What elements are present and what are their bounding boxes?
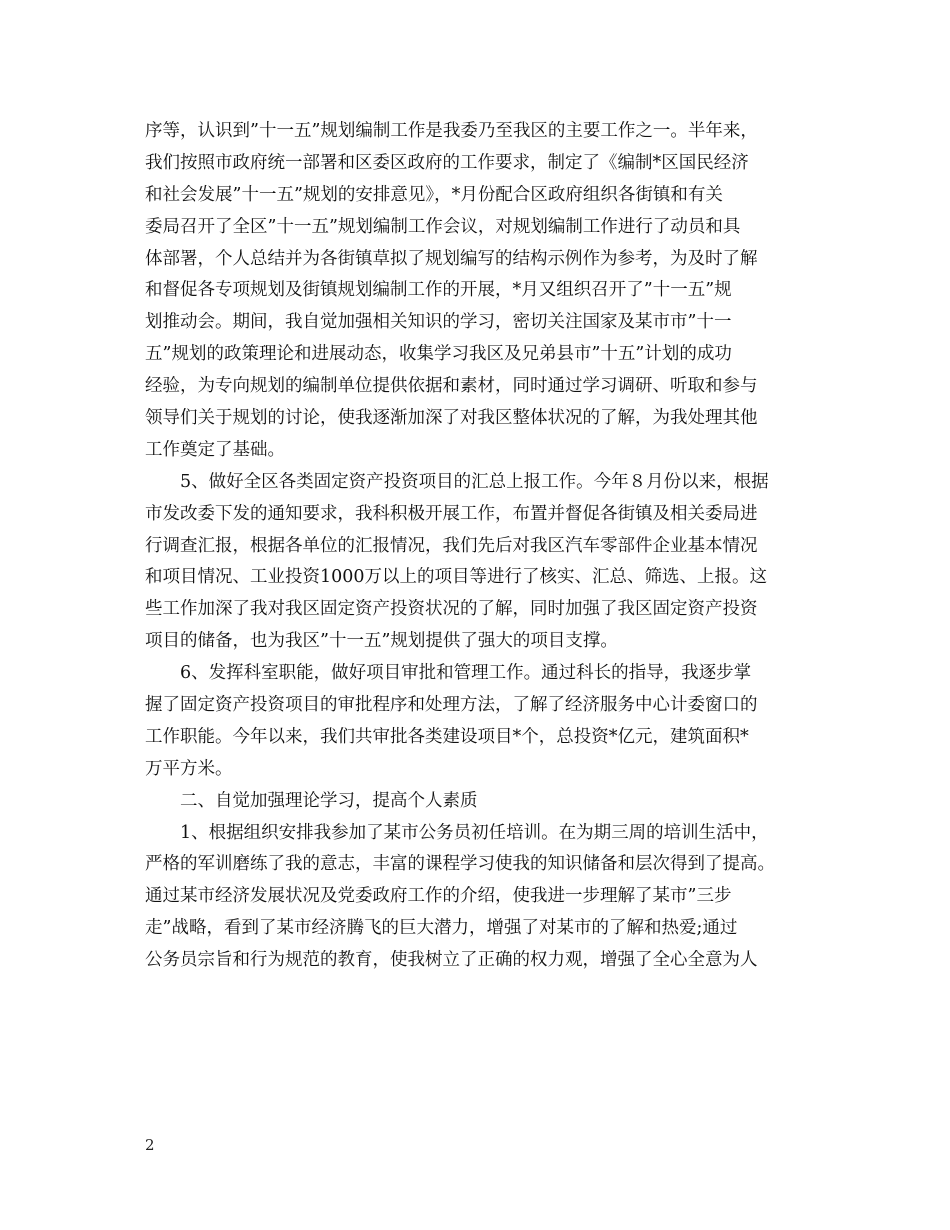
text-line: 和社会发展”十一五”规划的安排意见》，*月份配合区政府组织各街镇和有关 — [145, 184, 723, 205]
text-line: 我们按照市政府统一部署和区委区政府的工作要求，制定了《编制*区国民经济 — [145, 152, 749, 173]
page-number: 2 — [145, 1136, 155, 1154]
text-line: 序等，认识到”十一五”规划编制工作是我委乃至我区的主要工作之一。半年来， — [145, 121, 758, 141]
text-line: 行调查汇报，根据各单位的汇报情况，我们先后对我区汽车零部件企业基本情况 — [145, 535, 758, 556]
text-line: 五”规划的政策理论和进展动态，收集学习我区及兄弟县市”十五”计划的成功 — [145, 344, 732, 365]
text-line: 走”战略，看到了某市经济腾飞的巨大潜力，增强了对某市的了解和热爱;通过 — [145, 918, 738, 939]
text-line: 二、自觉加强理论学习，提高个人素质 — [180, 790, 478, 811]
text-line: 些工作加深了我对我区固定资产投资状况的了解，同时加强了我区固定资产投资 — [145, 599, 758, 620]
text-line: 和项目情况、工业投资1000万以上的项目等进行了核实、汇总、筛选、上报。这 — [145, 567, 768, 588]
body-text — [145, 116, 810, 977]
text-line: 和督促各专项规划及街镇规划编制工作的开展，*月又组织召开了”十一五”规 — [145, 280, 732, 301]
text-line: 1、根据组织安排我参加了某市公务员初任培训。在为期三周的培训生活中， — [180, 822, 769, 843]
text-line: 划推动会。期间，我自觉加强相关知识的学习，密切关注国家及某市市”十一 — [145, 312, 732, 333]
text-line: 领导们关于规划的讨论，使我逐渐加深了对我区整体状况的了解，为我处理其他 — [145, 408, 758, 429]
text-line: 6、发挥科室职能，做好项目审批和管理工作。通过科长的指导，我逐步掌 — [180, 663, 752, 684]
text-line: 工作奠定了基础。 — [145, 439, 285, 460]
text-line: 通过某市经济发展状况及党委政府工作的介绍，使我进一步理解了某市”三步 — [145, 886, 732, 907]
text-line: 5、做好全区各类固定资产投资项目的汇总上报工作。今年８月份以来，根据 — [180, 471, 769, 492]
text-line: 市发改委下发的通知要求，我科积极开展工作，布置并督促各街镇及相关委局进 — [145, 503, 758, 524]
text-line: 工作职能。今年以来，我们共审批各类建设项目*个，总投资*亿元，建筑面积* — [145, 726, 749, 747]
text-line: 万平方米。 — [145, 758, 233, 779]
text-line: 体部署，个人总结并为各街镇草拟了规划编写的结构示例作为参考，为及时了解 — [145, 248, 758, 269]
text-line: 委局召开了全区”十一五”规划编制工作会议，对规划编制工作进行了动员和具 — [145, 216, 741, 237]
text-line: 严格的军训磨练了我的意志，丰富的课程学习使我的知识储备和层次得到了提高。 — [145, 854, 775, 875]
text-line: 项目的储备，也为我区”十一五”规划提供了强大的项目支撑。 — [145, 631, 618, 652]
text-line: 握了固定资产投资项目的审批程序和处理方法，了解了经济服务中心计委窗口的 — [145, 695, 758, 716]
text-line: 经验，为专向规划的编制单位提供依据和素材，同时通过学习调研、听取和参与 — [145, 376, 758, 397]
text-line: 公务员宗旨和行为规范的教育，使我树立了正确的权力观，增强了全心全意为人 — [145, 950, 758, 971]
